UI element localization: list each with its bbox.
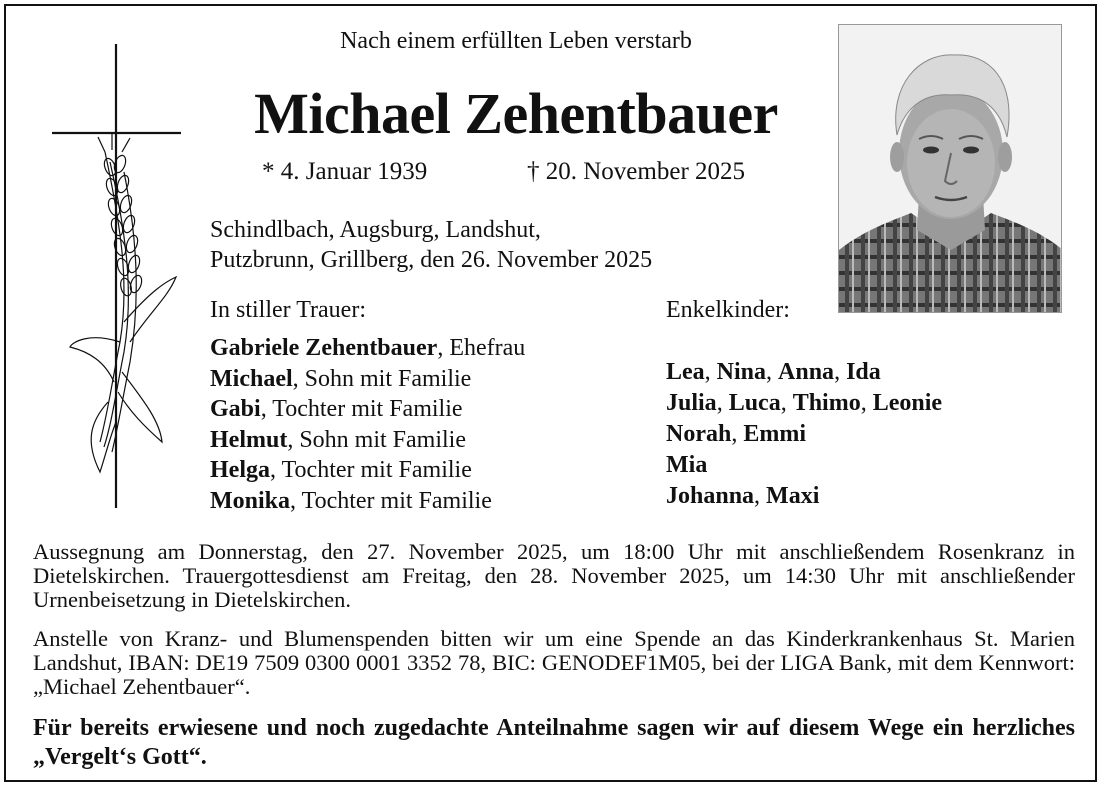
mourners-list xyxy=(210,333,525,516)
places-block xyxy=(210,215,652,275)
grandchild-name: Norah xyxy=(666,421,732,447)
list-item xyxy=(666,450,942,481)
grandchild-name: Emmi xyxy=(743,421,807,447)
birth-date: * 4. Januar 1939 xyxy=(262,158,428,185)
mourner-relation: , Tochter mit Familie xyxy=(270,457,472,483)
grandchild-name: Mia xyxy=(666,452,708,478)
mourner-relation: , Sohn mit Familie xyxy=(292,365,472,392)
places-line: Putzbrunn, Grillberg, den 26. November 2025 xyxy=(210,247,653,273)
list-item xyxy=(210,455,525,486)
grandchildren-list xyxy=(666,357,942,512)
death-date: † 20. November 2025 xyxy=(527,158,746,185)
grandchild-name: Luca xyxy=(728,390,781,416)
mourner-relation: , Ehefrau xyxy=(437,335,526,361)
list-item xyxy=(210,333,525,364)
grandchild-name: Nina xyxy=(716,359,767,385)
mourner-name: Gabriele Zehentbauer xyxy=(210,335,438,361)
grandchild-name: Johanna xyxy=(666,483,755,509)
mourner-name: Monika xyxy=(210,487,291,514)
funeral-paragraph: Aussegnung am Donnerstag, den 27. November 2025, um 18:00 Uhr mit anschließendem Rosenkranz in Dietelskirchen. Trauergottesdienst am Freitag, den 28. November 2025, um 14:30 Uhr mit anschließender Urnenbeisetzung in Dietelskirchen. xyxy=(33,539,1075,612)
list-item: Lea, Nina, Anna, Ida xyxy=(666,359,881,385)
mourner-name: Gabi xyxy=(210,396,261,422)
grandchild-name: Lea xyxy=(666,359,705,385)
grandchildren-heading: Enkelkinder: xyxy=(666,297,790,323)
list-item: Norah, Emmi xyxy=(666,421,807,447)
mourner-relation: , Tochter mit Familie xyxy=(260,396,463,422)
grandchild-name: Leonie xyxy=(872,390,943,416)
grandchild-name: Julia xyxy=(666,390,717,416)
portrait-photo xyxy=(838,24,1062,313)
grandchild-name: Thimo xyxy=(792,390,861,416)
mourner-name: Helga xyxy=(210,457,270,483)
grandchild-name: Maxi xyxy=(766,483,820,509)
donation-paragraph: Anstelle von Kranz- und Blumenspenden bitten wir um eine Spende an das Kinderkrankenhaus St. Marien Landshut, IBAN: DE19 7509 0300 0001 3352 78, BIC: GENODEF1M05, bei der LIGA Bank, mit dem Kennwort: „Michael Zehentbauer“. xyxy=(33,626,1075,699)
deceased-name: Michael Zehentbauer xyxy=(254,81,778,146)
list-item: Johanna, Maxi xyxy=(666,483,820,509)
places-line: Schindlbach, Augsburg, Landshut, xyxy=(210,217,541,243)
list-item xyxy=(210,364,525,395)
mourner-relation: , Sohn mit Familie xyxy=(287,426,467,453)
grandchild-name: Ida xyxy=(846,359,881,385)
list-item: Julia, Luca, Thimo, Leonie xyxy=(666,390,943,416)
thanks-paragraph: Für bereits erwiesene und noch zugedachte Anteilnahme sagen wir auf diesem Wege ein herzliches „Vergelt‘s Gott“. xyxy=(33,715,1075,770)
list-item xyxy=(210,425,525,456)
mourner-name: Michael xyxy=(210,365,293,392)
list-item xyxy=(210,486,525,517)
mourners-heading: In stiller Trauer: xyxy=(210,297,366,323)
intro-line: Nach einem erfüllten Leben verstarb xyxy=(340,28,692,54)
list-item xyxy=(210,394,525,425)
grandchild-name: Anna xyxy=(778,359,835,385)
mourner-relation: , Tochter mit Familie xyxy=(290,487,492,514)
portrait-icon xyxy=(839,25,1062,313)
mourner-name: Helmut xyxy=(210,426,288,453)
